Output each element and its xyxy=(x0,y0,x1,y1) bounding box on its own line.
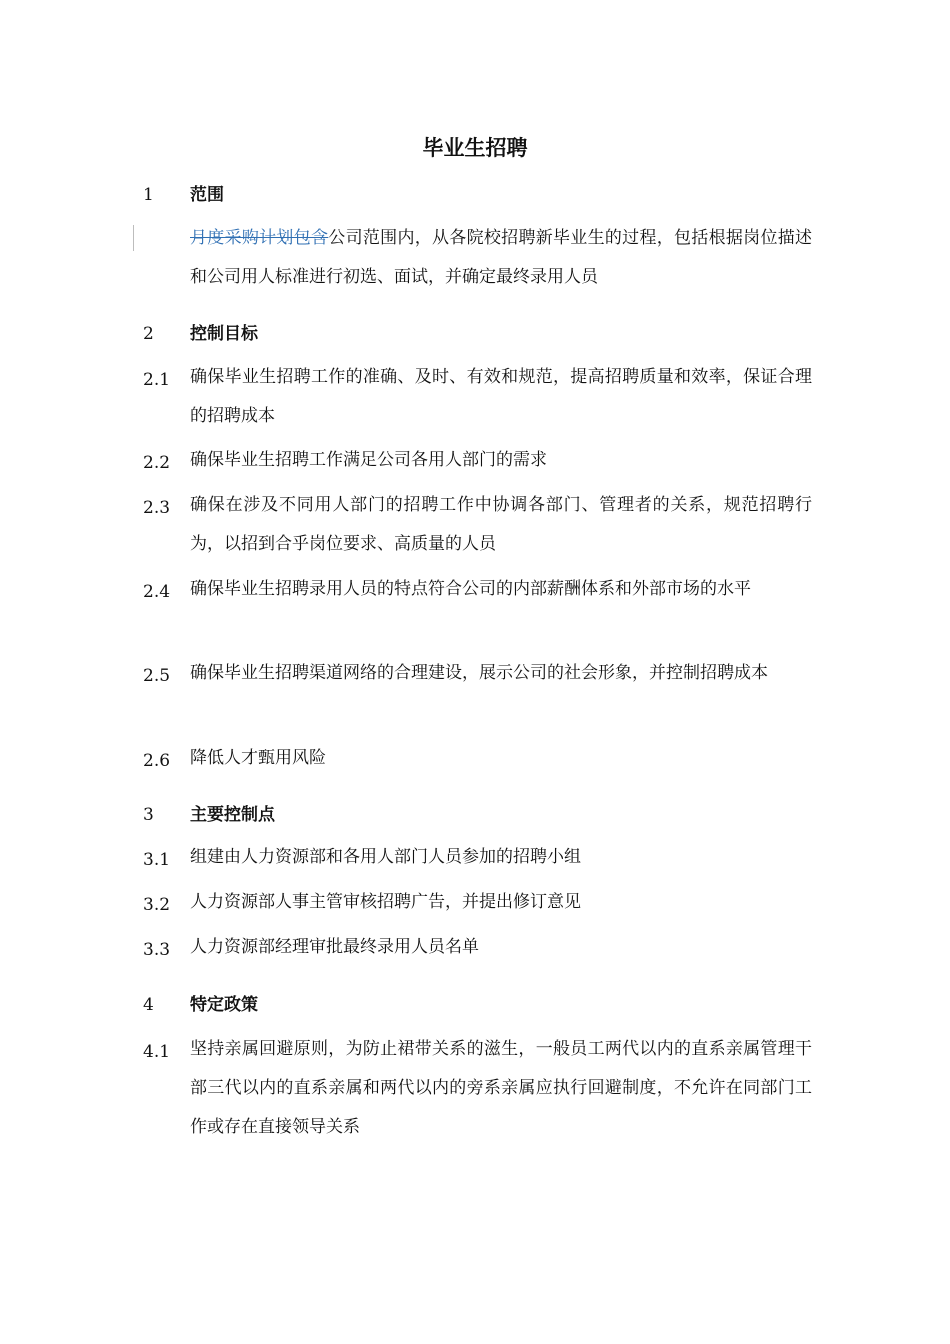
item-number: 2.1 xyxy=(143,370,171,390)
section-number: 4 xyxy=(143,995,154,1015)
item-number: 3.1 xyxy=(143,850,171,870)
list-item: 坚持亲属回避原则，为防止裙带关系的滋生，一般员工两代以内的直系亲属管理干部三代以内的直系亲属和两代以内的旁系亲属应执行回避制度，不允许在同部门工作或存在直接领导关系 xyxy=(190,1039,812,1137)
item-number: 2.4 xyxy=(143,582,171,602)
list-item: 确保毕业生招聘工作满足公司各用人部门的需求 xyxy=(190,450,547,470)
item-number: 2.2 xyxy=(143,453,171,473)
list-item: 人力资源部人事主管审核招聘广告，并提出修订意见 xyxy=(190,892,581,912)
list-item: 确保毕业生招聘工作的准确、及时、有效和规范，提高招聘质量和效率，保证合理的招聘成本 xyxy=(190,367,812,426)
section-heading-control-objectives: 控制目标 xyxy=(190,324,258,344)
section-heading-scope: 范围 xyxy=(190,185,224,205)
list-item: 降低人才甄用风险 xyxy=(190,748,326,768)
section-number: 3 xyxy=(143,805,154,825)
list-item: 确保在涉及不同用人部门的招聘工作中协调各部门、管理者的关系，规范招聘行为，以招到合乎岗位要求、高质量的人员 xyxy=(190,495,812,554)
list-item: 人力资源部经理审批最终录用人员名单 xyxy=(190,937,479,957)
section-number: 2 xyxy=(143,324,154,344)
document-title: 毕业生招聘 xyxy=(422,136,528,160)
section-number: 1 xyxy=(143,185,154,205)
item-number: 2.3 xyxy=(143,498,171,518)
section-heading-specific-policies: 特定政策 xyxy=(190,995,258,1015)
list-item: 确保毕业生招聘录用人员的特点符合公司的内部薪酬体系和外部市场的水平 xyxy=(190,579,751,599)
scope-text: 公司范围内，从各院校招聘新毕业生的过程，包括根据岗位描述和公司用人标准进行初选、面试，并确定最终录用人员 xyxy=(190,228,813,287)
revision-change-bar xyxy=(133,225,134,251)
item-number: 3.3 xyxy=(143,940,171,960)
deleted-revision-text: 月度采购计划包含 xyxy=(190,228,329,248)
item-number: 2.5 xyxy=(143,666,171,686)
item-number: 2.6 xyxy=(143,751,171,771)
scope-paragraph xyxy=(190,219,812,297)
list-item: 确保毕业生招聘渠道网络的合理建设，展示公司的社会形象，并控制招聘成本 xyxy=(190,663,768,683)
section-heading-key-control-points: 主要控制点 xyxy=(190,805,275,825)
item-number: 4.1 xyxy=(143,1042,171,1062)
item-number: 3.2 xyxy=(143,895,171,915)
list-item: 组建由人力资源部和各用人部门人员参加的招聘小组 xyxy=(190,847,581,867)
